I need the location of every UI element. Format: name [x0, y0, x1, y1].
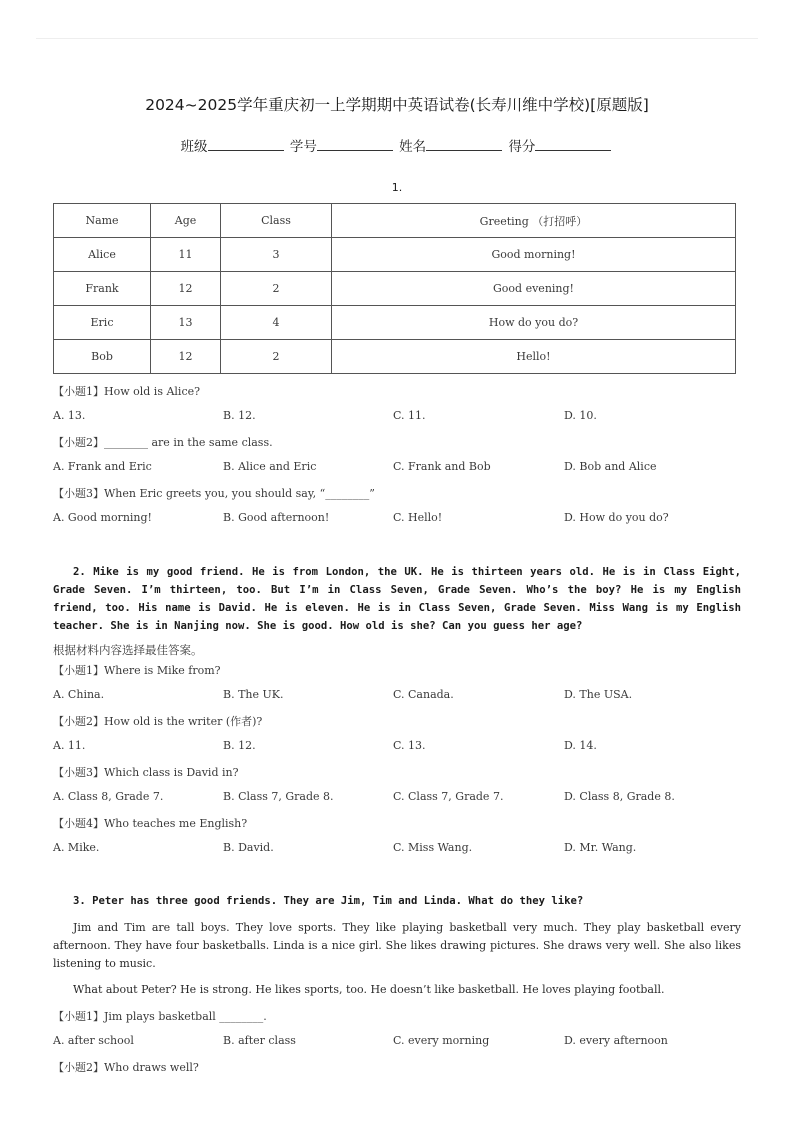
table-cell: Bob	[54, 340, 151, 374]
option-c[interactable]: C. 11.	[393, 409, 426, 422]
table-row	[54, 340, 736, 374]
table-cell: 4	[221, 306, 332, 340]
option-c[interactable]: C. every morning	[393, 1034, 490, 1047]
score-blank[interactable]	[535, 138, 611, 151]
option-d[interactable]: D. 14.	[564, 739, 597, 752]
table-cell: 12	[151, 272, 221, 306]
option-a[interactable]: A. 11.	[53, 739, 86, 752]
table-cell: Frank	[54, 272, 151, 306]
student-number-field	[290, 135, 395, 155]
q3-paragraph-1: Jim and Tim are tall boys. They love sports. They like playing basketball very much. They play basketball every afternoon. They have four basketballs. Linda is a nice girl. She likes drawing pictures. She draws very well. She also likes listening to music.	[53, 921, 741, 970]
q2-sub1-stem: 【小题1】Where is Mike from?	[53, 664, 221, 677]
q3-sub2-stem: 【小题2】Who draws well?	[53, 1061, 199, 1074]
score-field	[508, 135, 613, 155]
table-row	[54, 272, 736, 306]
table-cell: How do you do?	[332, 306, 736, 340]
table-cell: Good evening!	[332, 272, 736, 306]
info-table	[53, 203, 736, 374]
name-blank[interactable]	[426, 138, 502, 151]
q1-sub2-stem: 【小题2】________ are in the same class.	[53, 436, 273, 449]
option-a[interactable]: A. Class 8, Grade 7.	[53, 790, 164, 803]
q1-sub3-stem: 【小题3】When Eric greets you, you should say, “________”	[53, 487, 375, 500]
option-a[interactable]: A. China.	[53, 688, 105, 701]
q2-sub4-stem: 【小题4】Who teaches me English?	[53, 817, 248, 830]
student-number-label: 学号	[289, 139, 317, 155]
option-c[interactable]: C. Class 7, Grade 7.	[393, 790, 504, 803]
option-d[interactable]: D. every afternoon	[564, 1034, 668, 1047]
table-cell: 12	[151, 340, 221, 374]
table-header-cell: Greeting （打招呼）	[332, 204, 736, 238]
table-header-cell: Class	[221, 204, 332, 238]
option-a[interactable]: A. Frank and Eric	[53, 460, 152, 473]
table-cell: Eric	[54, 306, 151, 340]
page-title: 2024~2025学年重庆初一上学期期中英语试卷(长寿川维中学校)[原题版]	[145, 96, 649, 114]
table-cell: 2	[221, 272, 332, 306]
header-rule	[36, 38, 758, 39]
table-header-cell: Name	[54, 204, 151, 238]
table-cell: 2	[221, 340, 332, 374]
q3-sub1-stem: 【小题1】Jim plays basketball ________.	[53, 1010, 267, 1023]
option-c[interactable]: C. Miss Wang.	[393, 841, 473, 854]
score-label: 得分	[508, 139, 536, 155]
option-b[interactable]: B. David.	[223, 841, 274, 854]
option-c[interactable]: C. Canada.	[393, 688, 454, 701]
q3-paragraph-2: What about Peter? He is strong. He likes sports, too. He doesn’t like basketball. He loves playing football.	[73, 983, 665, 996]
q2-sub2-stem: 【小题2】How old is the writer (作者)?	[53, 715, 263, 728]
option-b[interactable]: B. Alice and Eric	[223, 460, 317, 473]
table-cell: 13	[151, 306, 221, 340]
option-b[interactable]: B. The UK.	[223, 688, 284, 701]
option-d[interactable]: D. How do you do?	[564, 511, 669, 524]
option-d[interactable]: D. The USA.	[564, 688, 633, 701]
table-cell: 3	[221, 238, 332, 272]
table-cell: 11	[151, 238, 221, 272]
option-a[interactable]: A. Mike.	[53, 841, 100, 854]
q2-instruction: 根据材料内容选择最佳答案。	[53, 643, 203, 657]
question-1-number: 1.	[391, 181, 403, 194]
option-d[interactable]: D. 10.	[564, 409, 597, 422]
option-d[interactable]: D. Bob and Alice	[564, 460, 657, 473]
name-field	[399, 135, 504, 155]
name-label: 姓名	[399, 139, 427, 155]
table-row	[54, 306, 736, 340]
class-field	[181, 135, 286, 155]
option-b[interactable]: B. 12.	[223, 409, 256, 422]
class-label: 班级	[180, 139, 208, 155]
q2-passage: 2. Mike is my good friend. He is from London, the UK. He is thirteen years old. He is in Class Eight, Grade Seven. I’m thirteen, too. But I’m in Class Seven, Grade Seven. Who’s the boy? He is my English friend, too. His name is David. He is eleven. He is in Class Seven, Grade Seven. Miss Wang is my English teacher. She is in Nanjing now. She is good. How old is she? Can you guess her age?	[53, 566, 741, 632]
class-blank[interactable]	[208, 138, 284, 151]
student-number-blank[interactable]	[317, 138, 393, 151]
option-c[interactable]: C. Hello!	[393, 511, 443, 524]
table-cell: Hello!	[332, 340, 736, 374]
option-a[interactable]: A. Good morning!	[53, 511, 152, 524]
option-d[interactable]: D. Mr. Wang.	[564, 841, 637, 854]
option-c[interactable]: C. Frank and Bob	[393, 460, 491, 473]
table-header-cell: Age	[151, 204, 221, 238]
option-a[interactable]: A. 13.	[53, 409, 86, 422]
option-b[interactable]: B. 12.	[223, 739, 256, 752]
option-d[interactable]: D. Class 8, Grade 8.	[564, 790, 675, 803]
table-cell: Alice	[54, 238, 151, 272]
q1-sub1-stem: 【小题1】How old is Alice?	[53, 385, 201, 398]
option-b[interactable]: B. Good afternoon!	[223, 511, 330, 524]
table-row	[54, 238, 736, 272]
table-header-row	[54, 204, 736, 238]
q3-intro: 3. Peter has three good friends. They are Jim, Tim and Linda. What do they like?	[73, 895, 584, 907]
option-b[interactable]: B. after class	[223, 1034, 296, 1047]
option-b[interactable]: B. Class 7, Grade 8.	[223, 790, 334, 803]
option-a[interactable]: A. after school	[53, 1034, 134, 1047]
table-cell: Good morning!	[332, 238, 736, 272]
option-c[interactable]: C. 13.	[393, 739, 426, 752]
student-info-line	[0, 135, 794, 155]
q2-sub3-stem: 【小题3】Which class is David in?	[53, 766, 239, 779]
